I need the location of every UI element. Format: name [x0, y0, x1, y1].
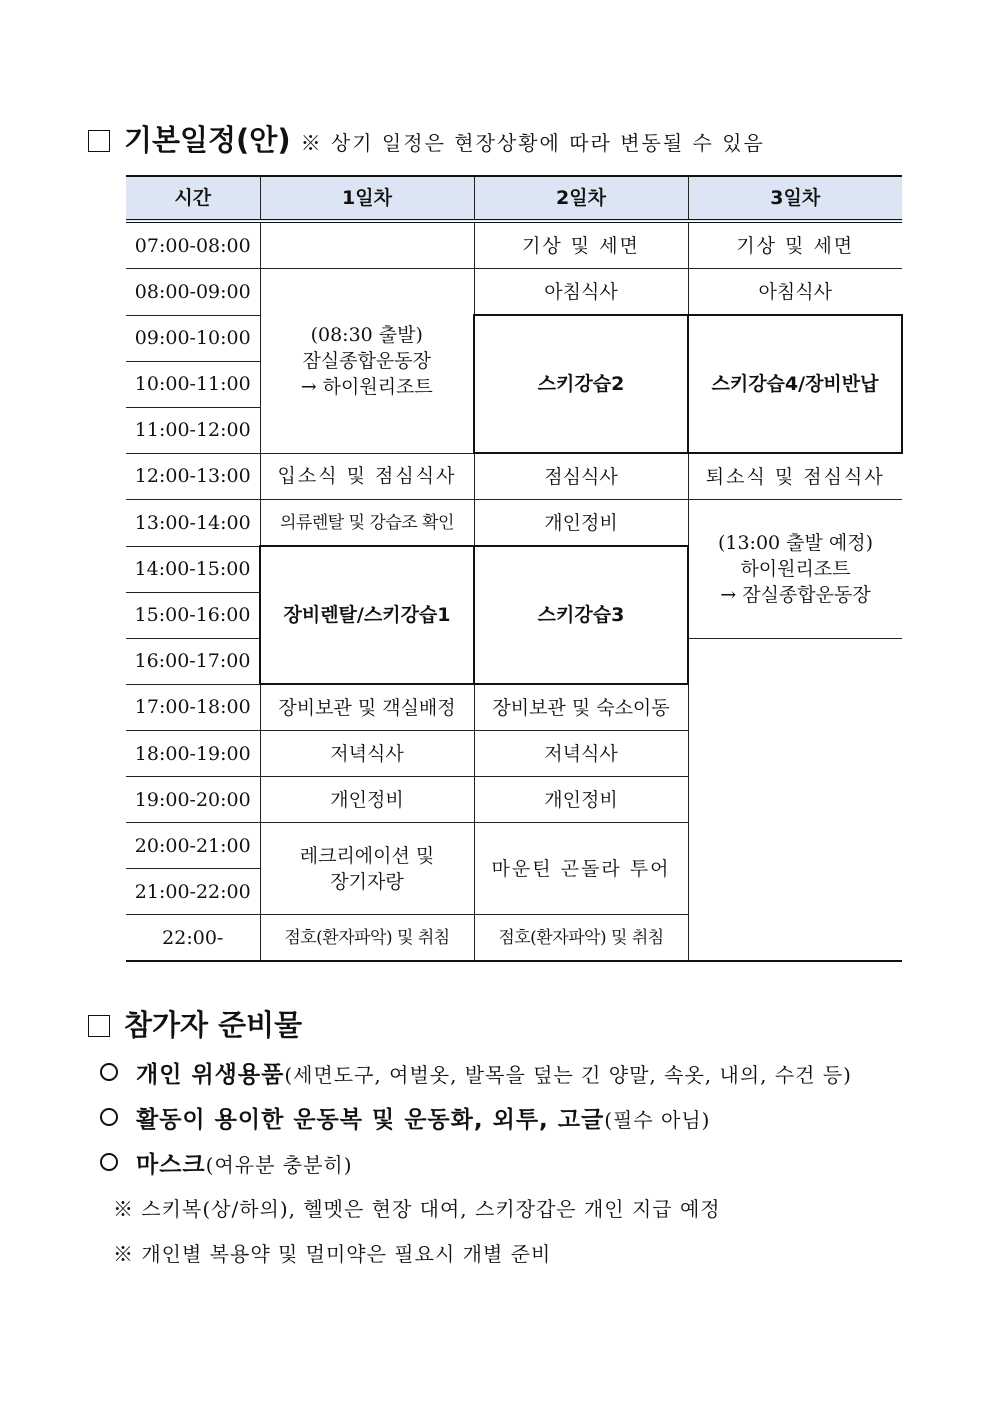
time-cell: 13:00-14:00 [126, 500, 260, 547]
prep-item-main: 마스크 [136, 1152, 206, 1178]
day1-depart-line3: → 하이원리조트 [300, 375, 433, 398]
time-cell: 22:00- [126, 915, 260, 962]
table-row [126, 269, 902, 316]
prep-item-main: 활동이 용이한 운동복 및 운동화, 외투, 고글 [136, 1107, 605, 1133]
day1-depart-cell [260, 269, 474, 454]
schedule-note: ※ 상기 일정은 현장상황에 따라 변동될 수 있음 [300, 131, 765, 155]
prep-item [100, 1146, 353, 1179]
time-cell: 20:00-21:00 [126, 823, 260, 869]
prep-item-main: 개인 위생용품 [136, 1062, 285, 1088]
day3-return-cell [688, 500, 902, 639]
checkbox-square-icon [88, 1015, 110, 1037]
time-cell: 08:00-09:00 [126, 269, 260, 316]
day2-wake-cell: 기상 및 세면 [474, 221, 688, 269]
day1-personal-cell: 개인정비 [260, 777, 474, 823]
day1-depart-line1: (08:30 출발) [310, 323, 423, 346]
day1-rec-cell [260, 823, 474, 915]
day1-rec-line2: 장기자랑 [330, 870, 404, 893]
time-cell: 12:00-13:00 [126, 453, 260, 500]
time-cell: 10:00-11:00 [126, 361, 260, 407]
prep-item [100, 1056, 852, 1089]
day3-breakfast-cell: 아침식사 [688, 269, 902, 316]
day3-return-line3: → 잠실종합운동장 [720, 583, 871, 606]
header-day3: 3일차 [688, 176, 902, 221]
time-cell: 21:00-22:00 [126, 869, 260, 915]
time-cell: 14:00-15:00 [126, 546, 260, 592]
prep-item-sub: (필수 아님) [604, 1108, 711, 1132]
prep-item [100, 1101, 710, 1134]
table-row [126, 500, 902, 547]
checkbox-square-icon [88, 130, 110, 152]
time-cell: 15:00-16:00 [126, 592, 260, 638]
prep-section-title [88, 1003, 302, 1044]
day2-ski2-cell: 스키강습2 [474, 315, 688, 453]
time-cell: 11:00-12:00 [126, 407, 260, 453]
day2-lunch-cell: 점심식사 [474, 453, 688, 500]
day3-checkout-lunch-cell: 퇴소식 및 점심식사 [688, 453, 902, 500]
schedule-section-title [88, 118, 765, 159]
day1-empty-cell [260, 221, 474, 269]
schedule-table [126, 175, 903, 962]
time-cell: 07:00-08:00 [126, 221, 260, 269]
day3-return-line2: 하이원리조트 [740, 557, 851, 580]
day1-checkin-lunch-cell: 입소식 및 점심식사 [260, 453, 474, 500]
day1-rental-cell: 의류렌탈 및 강습조 확인 [260, 500, 474, 547]
prep-item-sub: (여유분 충분히) [205, 1153, 353, 1177]
prep-note: ※ 스키복(상/하의), 헬멧은 현장 대여, 스키장갑은 개인 지급 예정 [113, 1197, 721, 1221]
day1-depart-line2: 잠실종합운동장 [302, 349, 431, 372]
circle-bullet-icon [100, 1108, 118, 1126]
prep-title: 참가자 준비물 [124, 1008, 303, 1042]
circle-bullet-icon [100, 1063, 118, 1081]
table-row [126, 453, 902, 500]
prep-item-sub: (세면도구, 여벌옷, 발목을 덮는 긴 양말, 속옷, 내의, 수건 등) [284, 1063, 852, 1087]
header-day1: 1일차 [260, 176, 474, 221]
day1-dinner-cell: 저녁식사 [260, 731, 474, 777]
day1-ski1-cell: 장비렌탈/스키강습1 [260, 546, 474, 684]
day2-storage-cell: 장비보관 및 숙소이동 [474, 684, 688, 731]
day2-dinner-cell: 저녁식사 [474, 731, 688, 777]
table-row [126, 315, 902, 361]
schedule-title: 기본일정(안) [124, 123, 291, 157]
day3-wake-cell: 기상 및 세면 [688, 221, 902, 269]
time-cell: 16:00-17:00 [126, 638, 260, 684]
day3-return-line1: (13:00 출발 예정) [717, 531, 874, 554]
day3-ski4-cell: 스키강습4/장비반납 [688, 315, 902, 453]
header-day2: 2일차 [474, 176, 688, 221]
day2-breakfast-cell: 아침식사 [474, 269, 688, 316]
day1-storage-cell: 장비보관 및 객실배정 [260, 684, 474, 731]
day2-rollcall-cell: 점호(환자파악) 및 취침 [474, 915, 688, 962]
day2-personal1-cell: 개인정비 [474, 500, 688, 547]
header-time: 시간 [126, 176, 260, 221]
table-header-row [126, 176, 902, 221]
day2-ski3-cell: 스키강습3 [474, 546, 688, 684]
day3-empty-cell [688, 638, 902, 961]
day1-rollcall-cell: 점호(환자파악) 및 취침 [260, 915, 474, 962]
table-row [126, 221, 902, 269]
day2-personal2-cell: 개인정비 [474, 777, 688, 823]
day1-rec-line1: 레크리에이션 및 [299, 844, 435, 867]
time-cell: 09:00-10:00 [126, 315, 260, 361]
time-cell: 19:00-20:00 [126, 777, 260, 823]
prep-note: ※ 개인별 복용약 및 멀미약은 필요시 개별 준비 [113, 1242, 552, 1266]
time-cell: 17:00-18:00 [126, 684, 260, 731]
circle-bullet-icon [100, 1153, 118, 1171]
day2-gondola-cell: 마운틴 곤돌라 투어 [474, 823, 688, 915]
time-cell: 18:00-19:00 [126, 731, 260, 777]
